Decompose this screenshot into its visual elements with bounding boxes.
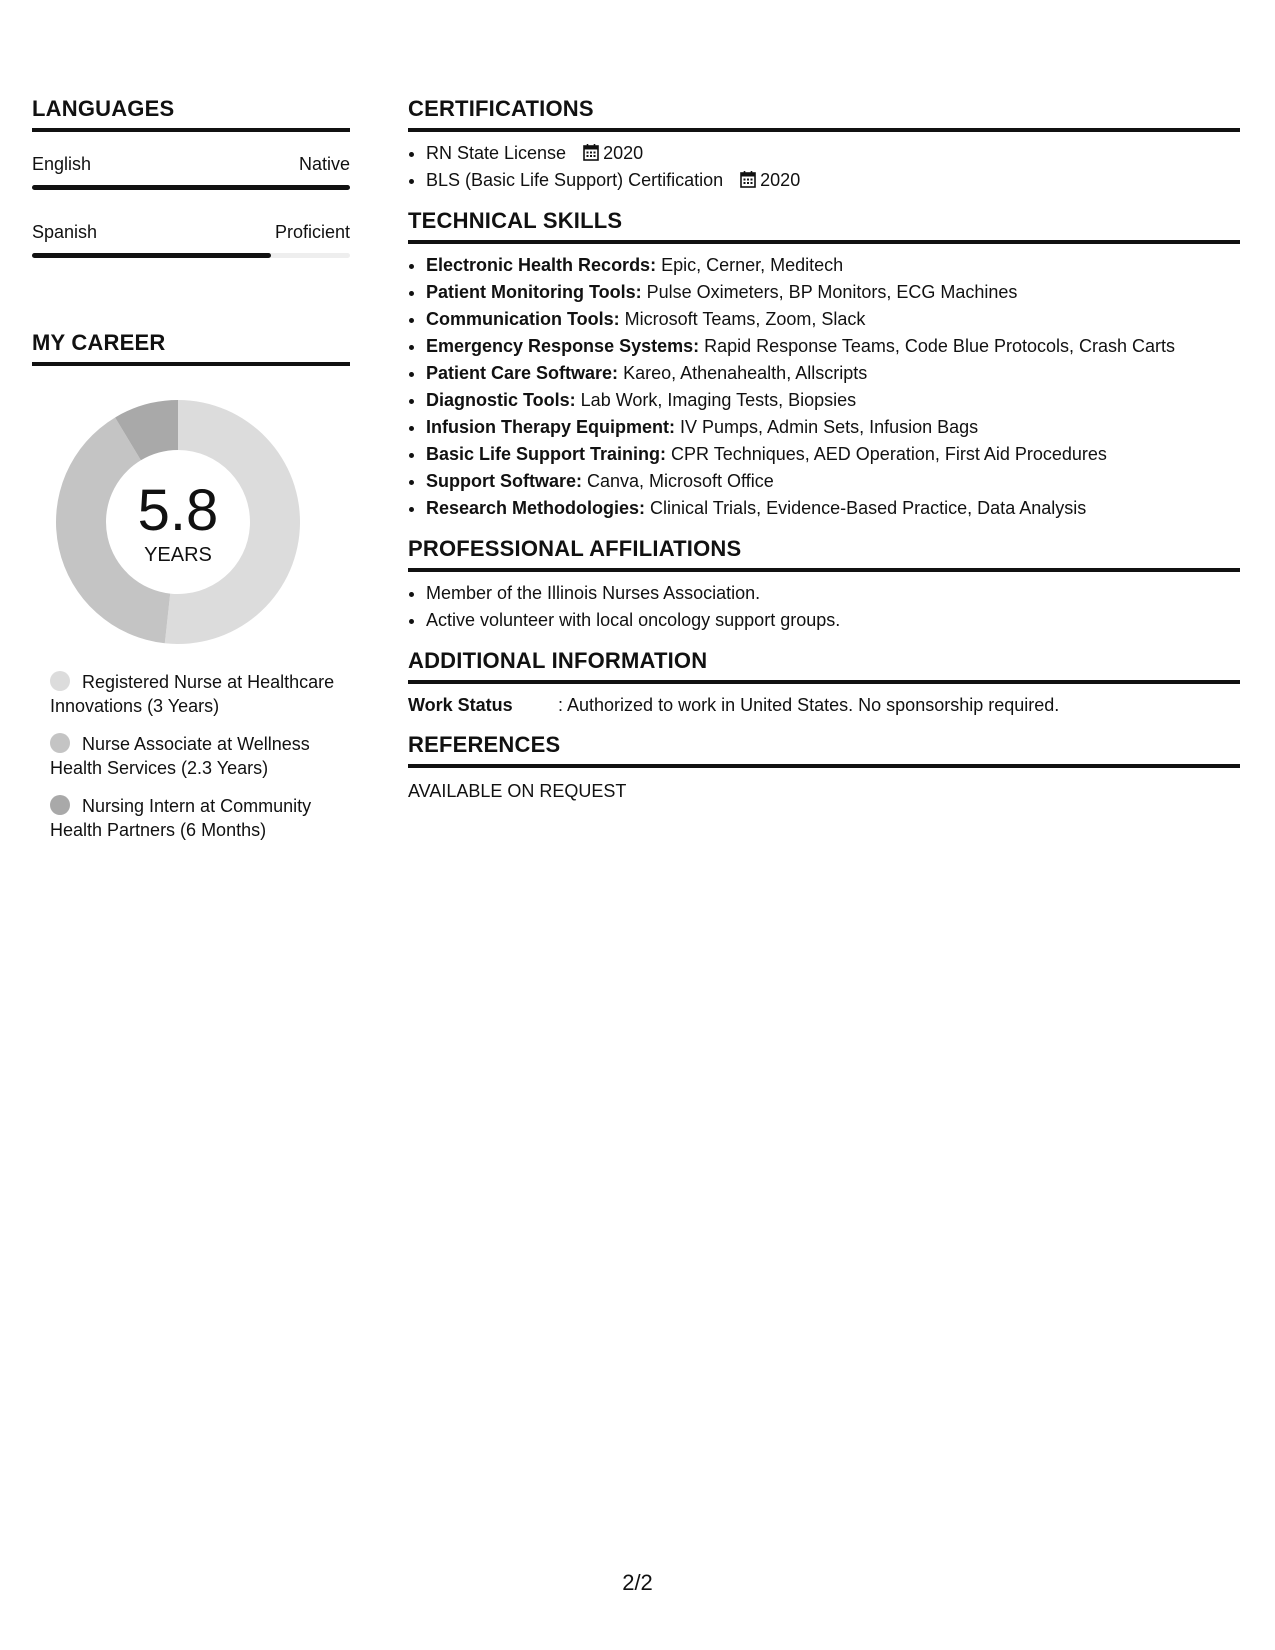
language-name: Spanish bbox=[32, 222, 98, 242]
language-level-fill bbox=[32, 185, 350, 190]
skill-item bbox=[426, 441, 1240, 468]
legend-dot bbox=[50, 671, 70, 691]
career-legend-item bbox=[50, 670, 350, 718]
affiliations-list bbox=[408, 580, 1240, 634]
skill-label: Communication Tools: bbox=[426, 309, 620, 329]
language-level: Native bbox=[298, 154, 350, 174]
career-legend bbox=[50, 670, 350, 842]
career-total-years: 5.8 bbox=[137, 477, 219, 543]
language-level-bar bbox=[32, 185, 350, 190]
certification-name: RN State License bbox=[426, 143, 567, 163]
language-level-fill bbox=[32, 253, 271, 258]
skill-value: Pulse Oximeters, BP Monitors, ECG Machines bbox=[641, 282, 1018, 302]
career-donut-chart bbox=[56, 400, 300, 644]
certifications-list bbox=[408, 140, 1240, 194]
references-heading: REFERENCES bbox=[408, 732, 1240, 768]
skill-item bbox=[426, 495, 1240, 522]
certifications-heading: CERTIFICATIONS bbox=[408, 96, 1240, 132]
affiliations-heading: PROFESSIONAL AFFILIATIONS bbox=[408, 536, 1240, 572]
skill-value: IV Pumps, Admin Sets, Infusion Bags bbox=[675, 417, 979, 437]
additional-info-heading: ADDITIONAL INFORMATION bbox=[408, 648, 1240, 684]
skill-label: Patient Care Software: bbox=[426, 363, 619, 383]
career-years-unit: YEARS bbox=[144, 543, 212, 566]
skill-item bbox=[426, 387, 1240, 414]
skill-item bbox=[426, 252, 1240, 279]
calendar-icon bbox=[740, 170, 756, 188]
work-status-row bbox=[408, 692, 1240, 718]
skill-item bbox=[426, 360, 1240, 387]
references-section bbox=[408, 732, 1240, 804]
donut-center-label bbox=[56, 400, 300, 644]
skill-label: Diagnostic Tools: bbox=[426, 390, 576, 410]
skill-label: Emergency Response Systems: bbox=[426, 336, 700, 356]
certification-year: 2020 bbox=[603, 143, 644, 163]
skill-label: Patient Monitoring Tools: bbox=[426, 282, 642, 302]
skill-label: Research Methodologies: bbox=[426, 498, 646, 518]
skill-label: Electronic Health Records: bbox=[426, 255, 657, 275]
skill-item bbox=[426, 279, 1240, 306]
certification-item bbox=[426, 140, 1240, 167]
skill-value: Kareo, Athenahealth, Allscripts bbox=[618, 363, 868, 383]
certification-name: BLS (Basic Life Support) Certification bbox=[426, 170, 724, 190]
skill-item bbox=[426, 414, 1240, 441]
career-legend-item bbox=[50, 732, 350, 780]
skill-item bbox=[426, 306, 1240, 333]
skill-label: Basic Life Support Training: bbox=[426, 444, 667, 464]
skill-item bbox=[426, 468, 1240, 495]
language-item bbox=[32, 152, 350, 190]
calendar-icon bbox=[583, 143, 599, 161]
technical-skills-heading: TECHNICAL SKILLS bbox=[408, 208, 1240, 244]
legend-dot bbox=[50, 733, 70, 753]
skill-item bbox=[426, 333, 1240, 360]
work-status-label: Work Status bbox=[408, 695, 513, 715]
work-status-value: : Authorized to work in United States. No sponsorship required. bbox=[558, 695, 1060, 715]
languages-heading: LANGUAGES bbox=[32, 96, 350, 132]
skill-value: Clinical Trials, Evidence-Based Practice, Data Analysis bbox=[645, 498, 1087, 518]
left-column bbox=[32, 96, 350, 856]
skill-value: Microsoft Teams, Zoom, Slack bbox=[619, 309, 866, 329]
additional-info-section bbox=[408, 648, 1240, 718]
right-column bbox=[408, 96, 1240, 804]
legend-label: Nursing Intern at Community Health Partners (6 Months) bbox=[50, 796, 312, 840]
legend-label: Registered Nurse at Healthcare Innovations (3 Years) bbox=[50, 672, 335, 716]
career-legend-item bbox=[50, 794, 350, 842]
language-level: Proficient bbox=[274, 222, 350, 242]
skill-value: CPR Techniques, AED Operation, First Aid Procedures bbox=[666, 444, 1107, 464]
career-heading: MY CAREER bbox=[32, 330, 350, 366]
skill-value: Rapid Response Teams, Code Blue Protocols, Crash Carts bbox=[699, 336, 1176, 356]
certification-item bbox=[426, 167, 1240, 194]
language-name: English bbox=[32, 154, 92, 174]
technical-skills-section bbox=[408, 208, 1240, 522]
skill-value: Canva, Microsoft Office bbox=[582, 471, 774, 491]
affiliation-item: • Member of the Illinois Nurses Association. bbox=[426, 580, 1240, 607]
references-text: AVAILABLE ON REQUEST bbox=[408, 781, 627, 801]
legend-dot bbox=[50, 795, 70, 815]
technical-skills-list bbox=[408, 252, 1240, 522]
language-level-bar bbox=[32, 253, 350, 258]
skill-value: Lab Work, Imaging Tests, Biopsies bbox=[575, 390, 857, 410]
skill-value: Epic, Cerner, Meditech bbox=[656, 255, 844, 275]
affiliation-item: • Active volunteer with local oncology support groups. bbox=[426, 607, 1240, 634]
certification-year: 2020 bbox=[760, 170, 801, 190]
language-item bbox=[32, 220, 350, 258]
legend-label: Nurse Associate at Wellness Health Services (2.3 Years) bbox=[50, 734, 310, 778]
affiliations-section bbox=[408, 536, 1240, 634]
page-number: 2/2 bbox=[622, 1570, 653, 1595]
skill-label: Infusion Therapy Equipment: bbox=[426, 417, 676, 437]
skill-label: Support Software: bbox=[426, 471, 582, 491]
